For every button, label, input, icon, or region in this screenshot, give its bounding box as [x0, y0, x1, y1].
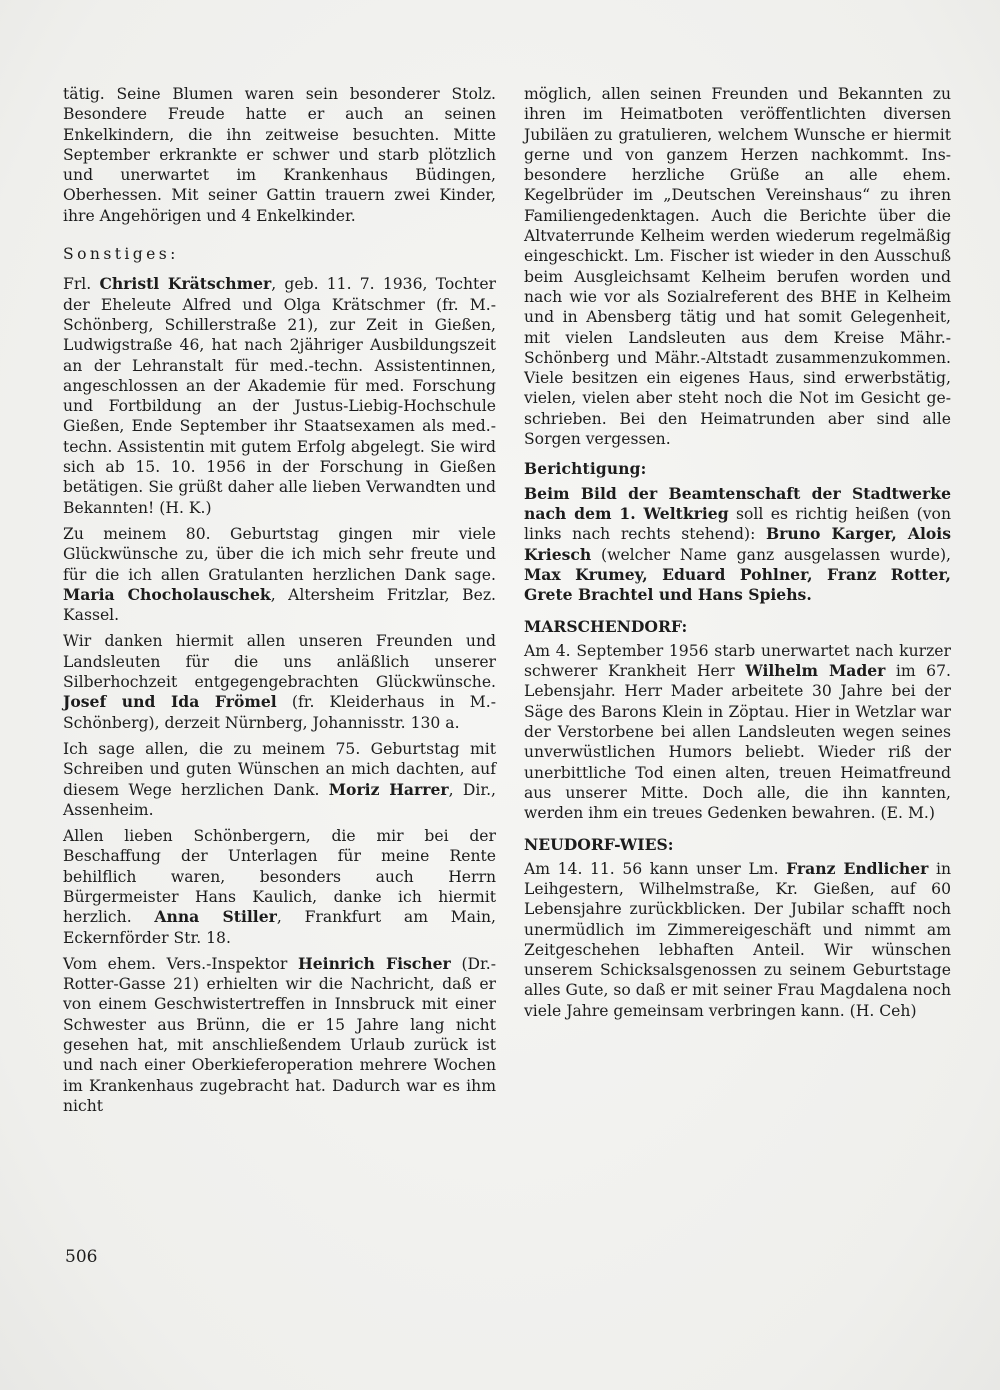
obituary-continuation: tätig. Seine Blumen waren sein besonderer Stolz. Besondere Freude hatte er auch an seinen Enkelkindern, die ihn zeitweise besuchten. Mitte September erkrankte er schwer und starb plötzlich und unerwartet im Krankenhaus Büdingen, Oberhessen. Mit seiner Gattin trauern zwei Kinder, ihre Angehörigen und 4 Enkelkinder. — [63, 85, 496, 225]
correction-notice — [524, 484, 951, 606]
notice-fischer-continuation: möglich, allen seinen Freunden und Bekannten zu ihren im Heimatboten veröffentlichten diversen Jubiläen zu gratulieren, welchem Wunsche er hiermit gerne und von ganzem Herzen nachkommt. Insbesondere herzliche Grüße an alle ehem. Kegelbrüder im „Deutschen Vereinshaus“ zu ihren Familiengedenktagen. Auch die Berichte über die Altvaterrunde Kelheim werden wiederum regelmäßig eingeschickt. Lm. Fischer ist wieder in den Ausschuß beim Ausgleichsamt Kelheim berufen worden und nach wie vor als Sozialreferent des BHE in Kelheim und in Abensberg tätig und hat somit Gelegenheit, mit vielen Landsleuten aus dem Kreise Mähr.-Schönberg und Mähr.-Altstadt zusammenzukommen. Viele besitzen ein eigenes Haus, sind erwerbstätig, vielen, vielen aber steht noch die Not im Gesicht geschrieben. Bei den Heimatrunden aber sind alle Sorgen vergessen. — [524, 85, 951, 449]
notice-text: (welcher Name ganz ausgelassen wurde), — [591, 545, 951, 564]
person-names: Bruno Karger, Alois Kriesch — [524, 524, 951, 564]
person-name: Franz Endlicher — [786, 858, 929, 878]
notice-chocholauschek — [63, 524, 496, 625]
birthday-endlicher — [524, 859, 951, 1021]
person-names: Max Krumey, Eduard Pohlner, Franz Rotter, Grete Brachtel und Hans Spiehs. — [524, 564, 951, 605]
notice-text: Am 4. September 1956 starb unerwartet nach kurzer schwerer Krankheit Herr — [524, 641, 951, 681]
section-heading-sonstiges: Sonstiges: — [63, 245, 179, 264]
page-number: 506 — [65, 1247, 98, 1267]
notice-stiller — [63, 826, 496, 948]
notice-harrer — [63, 739, 496, 820]
left-column — [63, 84, 496, 1116]
correction-bold-text: Beim Bild der Beamtenschaft der Stadtwerke nach dem 1. Weltkrieg — [524, 483, 951, 523]
notice-text: (Dr.-Rotter-Gasse 21) erhielten wir die Nachricht, daß er von einem Geschwistertreffen in Innsbruck mit einer Schwester aus Brünn, die er 15 Jahre lang nicht gesehen hat, mit anschließendem Urlaub zurück ist und nach einer Oberkieferoperation mehrere Wochen im Krankenhaus zugebracht hat. Dadurch war es ihm nicht — [63, 954, 496, 1115]
person-name: Anna Stiller — [154, 907, 277, 927]
notice-text: , geb. 11. 7. 1936, Tochter der Eheleute Alfred und Olga Krätschmer (fr. M.-Schönberg, Schillerstraße 21), zur Zeit in Gießen, Ludwigstraße 46, hat nach 2jähriger Ausbildungszeit an der Lehranstalt für med.-techn. Assistentinnen, angeschlossen an der Akademie für med. Forschung und Fortbildung an der Justus-Liebig-Hochschule Gießen, Ende September ihr Staatsexamen als med.-techn. Assistentin mit gutem Erfolg abgelegt. Sie wird sich ab 15. 10. 1956 in der Forschung in Gießen betätigen. Sie grüßt daher alle lieben Verwandten und Bekannten! (H. K.) — [63, 275, 496, 517]
notice-text: Wir danken hiermit allen unseren Freunden und Landsleuten für die uns anläßlich unserer Silberhochzeit entgegengebrachten Glückwünsche. — [63, 632, 496, 692]
obituary-mader — [524, 641, 951, 824]
section-heading-marschendorf: MARSCHENDORF: — [524, 617, 688, 637]
notice-text: Vom ehem. Vers.-Inspektor — [63, 954, 298, 973]
notice-froemel — [63, 631, 496, 732]
notice-text: Allen lieben Schönbergern, die mir bei der Beschaffung der Unterlagen für meine Rente behilflich waren, besonders auch Herrn Bürgermeister Hans Kaulich, danke ich hiermit herzlich. — [63, 827, 496, 927]
notice-fischer — [63, 954, 496, 1116]
person-name: Josef und Ida Frömel — [63, 692, 277, 712]
notice-text: (fr. Kleiderhaus in M.-Schönberg), derzeit Nürnberg, Johannisstr. 130 a. — [63, 693, 496, 732]
notice-text: Am 14. 11. 56 kann unser Lm. — [524, 859, 787, 878]
right-column — [524, 84, 951, 1027]
section-heading-neudorf-wies: NEUDORF-WIES: — [524, 835, 674, 855]
notice-kraetschmer — [63, 274, 496, 518]
notice-text: , Frankfurt am Main, Eckernförder Str. 18. — [63, 908, 496, 947]
person-name: Moriz Harrer — [328, 779, 449, 799]
person-name: Christl Krätschmer — [99, 274, 272, 294]
person-name: Maria Chocholauschek — [63, 584, 271, 604]
notice-text: soll es richtig heißen (von links nach rechts stehend): — [524, 504, 951, 544]
notice-text: , Dir., Assenheim. — [63, 780, 496, 819]
person-name: Heinrich Fischer — [297, 953, 451, 973]
notice-text: Ich sage allen, die zu meinem 75. Geburtstag mit Schreiben und guten Wünschen an mich dachten, auf diesem Wege herzlichen Dank. — [63, 739, 496, 799]
notice-text: Zu meinem 80. Geburtstag gingen mir viele Glückwünsche zu, über die ich mich sehr freute und für die ich allen Gratulanten herzlichen Dank sage. — [63, 524, 496, 584]
section-heading-berichtigung: Berichtigung: — [524, 460, 647, 479]
notice-text: Frl. — [63, 275, 100, 294]
notice-text: , Altersheim Fritzlar, Bez. Kassel. — [63, 585, 496, 625]
person-name: Wilhelm Mader — [745, 661, 886, 681]
notice-text: in Leihgestern, Wilhelmstraße, Kr. Gießen, auf 60 Lebensjahre zurückblicken. Der Jubilar schafft noch unermüdlich im Zimmereigeschäft und nimmt am Zeitgeschehen lebhaften Anteil. Wir wünschen unserem Schicksalsgenossen zu seinem Geburtstage alles Gute, so daß er mit seiner Frau Magdalena noch viele Jahre gemeinsam verbringen kann. (H. Ceh) — [524, 859, 951, 1020]
notice-text: im 67. Lebensjahr. Herr Mader arbeitete 30 Jahre bei der Säge des Barons Klein in Zöptau. Hier in Wetzlar war der Verstorbene bei allen Landsleuten wegen seines unverwüstlichen Humors beliebt. Wieder riß der unerbittliche Tod einen alten, treuen Heimatfreund aus unserer Mitte. Doch alle, die ihn kannten, werden ihm ein treues Gedenken bewahren. (E. M.) — [524, 662, 951, 823]
